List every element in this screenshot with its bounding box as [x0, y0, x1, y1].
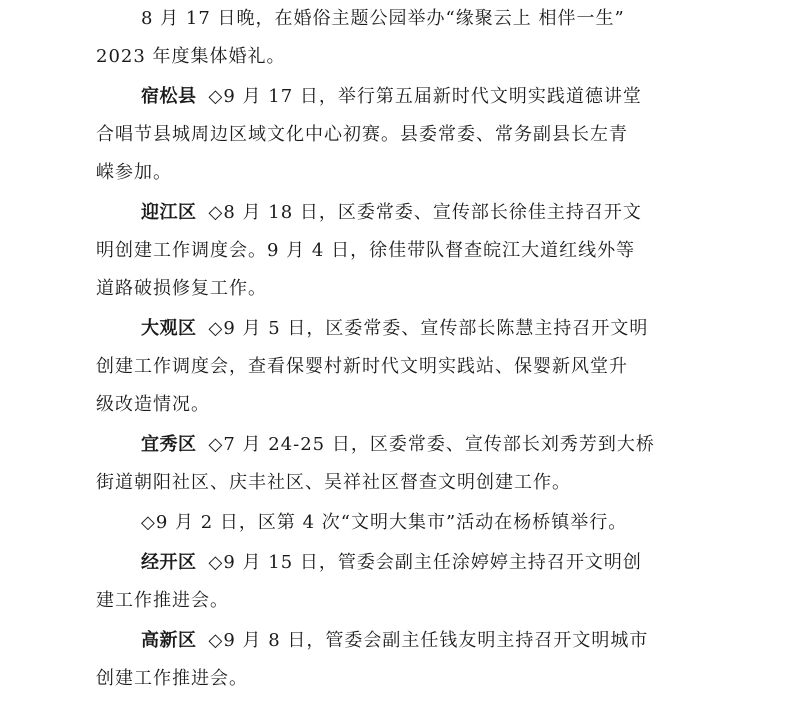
paragraph-line: ◇9 月 2 日，区第 4 次“文明大集市”活动在杨桥镇举行。: [141, 512, 628, 533]
county-name: 高新区: [141, 630, 197, 651]
paragraph-line: 创建工作推进会。: [96, 668, 248, 689]
county-name: 迎江区: [141, 202, 197, 223]
county-name: 经开区: [141, 552, 197, 573]
paragraph-line: 级改造情况。: [96, 394, 210, 415]
paragraph-line: 嵘参加。: [96, 162, 172, 183]
paragraph-line: [96, 202, 706, 224]
paragraph-line: [96, 318, 706, 340]
paragraph-text: ◇9 月 17 日，举行第五届新时代文明实践道德讲堂: [208, 86, 642, 107]
county-name: 大观区: [141, 318, 197, 339]
paragraph-text: ◇9 月 15 日，管委会副主任涂婷婷主持召开文明创: [208, 552, 642, 573]
paragraph-line: 明创建工作调度会。9 月 4 日，徐佳带队督查皖江大道红线外等: [96, 240, 636, 261]
paragraph-line: 合唱节县城周边区域文化中心初赛。县委常委、常务副县长左青: [96, 124, 628, 145]
document-page: [96, 0, 706, 690]
paragraph-line: 建工作推进会。: [96, 590, 229, 611]
county-name: 宜秀区: [141, 434, 197, 455]
paragraph-text: ◇8 月 18 日，区委常委、宣传部长徐佳主持召开文: [208, 202, 642, 223]
county-name: 宿松县: [141, 86, 197, 107]
paragraph-text: ◇9 月 5 日，区委常委、宣传部长陈慧主持召开文明: [208, 318, 649, 339]
paragraph-text: ◇9 月 8 日，管委会副主任钱友明主持召开文明城市: [208, 630, 649, 651]
paragraph-line: [96, 86, 706, 108]
paragraph-line: 道路破损修复工作。: [96, 278, 267, 299]
paragraph-line: 街道朝阳社区、庆丰社区、吴祥社区督查文明创建工作。: [96, 472, 571, 493]
paragraph-line: 2023 年度集体婚礼。: [96, 46, 286, 67]
paragraph-text: ◇7 月 24-25 日，区委常委、宣传部长刘秀芳到大桥: [208, 434, 655, 455]
paragraph-line: [96, 434, 706, 456]
paragraph-line: 8 月 17 日晚，在婚俗主题公园举办“缘聚云上 相伴一生”: [141, 8, 625, 29]
paragraph-line: [96, 552, 706, 574]
paragraph-line: 创建工作调度会，查看保婴村新时代文明实践站、保婴新风堂升: [96, 356, 628, 377]
paragraph-line: [96, 630, 706, 652]
